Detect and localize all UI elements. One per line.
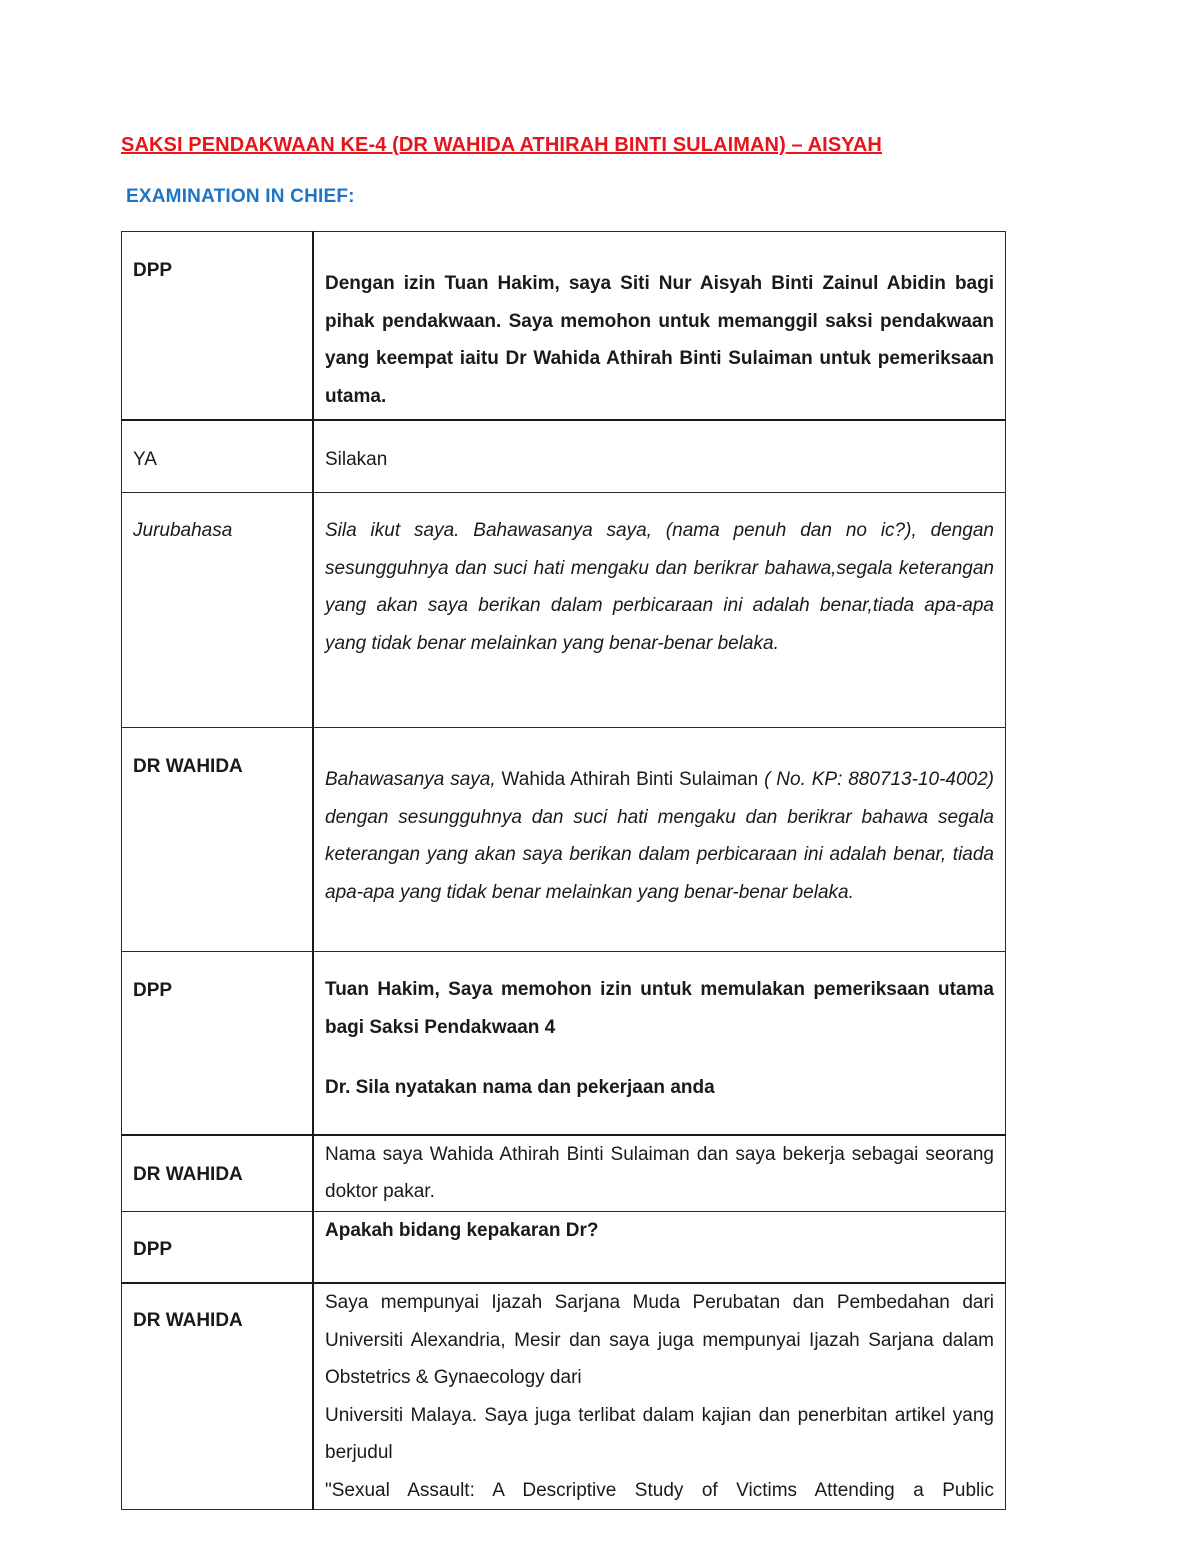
table-row [122, 1135, 1006, 1212]
speaker-cell [122, 1283, 314, 1510]
speech-text: Nama saya Wahida Athirah Binti Sulaiman dan saya bekerja sebagai seorang doktor pakar. [325, 1143, 994, 1202]
speech-paragraph: Universiti Malaya. Saya juga terlibat dalam kajian dan penerbitan artikel yang berjudul [325, 1404, 994, 1463]
speech-cell [313, 1211, 1006, 1283]
speaker-label: DR WAHIDA [133, 756, 243, 777]
speaker-label: Jurubahasa [133, 520, 233, 541]
speech-cell [313, 493, 1006, 728]
table-row [122, 420, 1006, 493]
speaker-cell [122, 728, 314, 952]
speech-text: Sila ikut saya. Bahawasanya saya, (nama penuh dan no ic?), dengan sesungguhnya dan suci hati mengaku dan berikrar bahawa,segala keterangan yang akan saya berikan dalam perbicaraan ini adalah benar,tiada apa-apa yang tidak benar melainkan yang benar-benar belaka. [325, 520, 994, 654]
speech-text: Bahawasanya saya, [325, 769, 502, 790]
speech-cell [313, 1283, 1006, 1510]
speech-paragraph: Saya mempunyai Ijazah Sarjana Muda Perubatan dan Pembedahan dari Universiti Alexandria, Mesir dan saya juga mempunyai Ijazah Sarjana dalam Obstetrics & Gynaecology dari [325, 1292, 994, 1388]
table-row [122, 493, 1006, 728]
speech-text: Silakan [325, 448, 388, 470]
table-row [122, 952, 1006, 1135]
speech-paragraph: Tuan Hakim, Saya memohon izin untuk memulakan pemeriksaan utama bagi Saksi Pendakwaan 4 [325, 979, 994, 1038]
document-title: SAKSI PENDAKWAAN KE-4 (DR WAHIDA ATHIRAH BINTI SULAIMAN) – AISYAH [121, 134, 882, 156]
table-row [122, 1283, 1006, 1510]
speech-paragraph: Dr. Sila nyatakan nama dan pekerjaan anda [325, 1077, 715, 1098]
speech-cell [313, 1135, 1006, 1212]
table-row [122, 232, 1006, 420]
speech-text: Apakah bidang kepakaran Dr? [325, 1219, 599, 1241]
speech-cell [313, 420, 1006, 493]
speech-text: ( No. KP: 880713-10-4002) dengan sesungguhnya dan suci hati mengaku dan berikrar bahawa segala keterangan yang akan saya berikan dalam perbicaraan ini adalah benar, tiada apa-apa yang tidak benar melainkan yang benar-benar belaka. [325, 769, 995, 903]
speaker-label: YA [133, 448, 157, 470]
table-row [122, 1211, 1006, 1283]
speech-cell [313, 728, 1006, 952]
speaker-label: DPP [133, 260, 173, 281]
speech-cell [313, 232, 1006, 420]
speech-paragraph: "Sexual Assault: A Descriptive Study of Victims Attending a Public [325, 1479, 994, 1501]
speaker-cell [122, 1211, 314, 1283]
speaker-cell [122, 420, 314, 493]
speaker-cell [122, 493, 314, 728]
speech-text: Dengan izin Tuan Hakim, saya Siti Nur Aisyah Binti Zainul Abidin bagi pihak pendakwaan. Saya memohon untuk memanggil saksi pendakwaan yang keempat iaitu Dr Wahida Athirah Binti Sulaiman untuk pemeriksaan utama. [325, 273, 994, 407]
speaker-cell [122, 1135, 314, 1212]
speaker-label: DR WAHIDA [133, 1163, 243, 1185]
speaker-label: DPP [133, 1238, 173, 1260]
speaker-cell [122, 232, 314, 420]
witness-name: Wahida Athirah Binti Sulaiman [501, 769, 765, 790]
speaker-label: DPP [133, 980, 173, 1001]
table-row [122, 728, 1006, 952]
speech-cell [313, 952, 1006, 1135]
speaker-cell [122, 952, 314, 1135]
speaker-label: DR WAHIDA [133, 1310, 243, 1331]
section-heading: EXAMINATION IN CHIEF: [126, 186, 355, 207]
transcript-table [121, 231, 1006, 1510]
